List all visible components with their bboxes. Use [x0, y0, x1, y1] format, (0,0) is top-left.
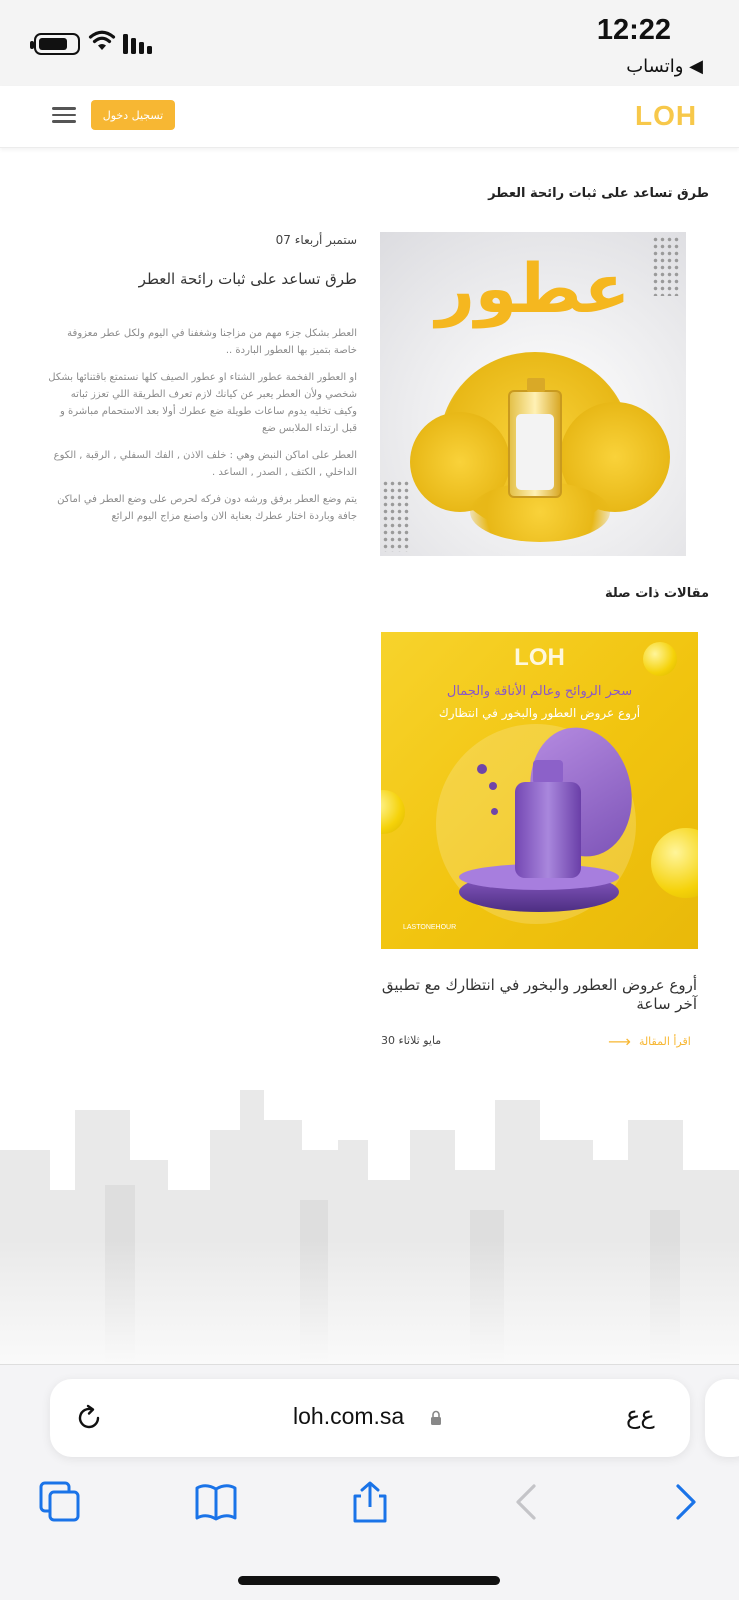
- back-chevron-icon[interactable]: [506, 1480, 550, 1524]
- tabs-icon[interactable]: [38, 1480, 82, 1524]
- article-title: طرق تساعد على ثبات رائحة العطر: [138, 270, 357, 288]
- yellow-ball: [643, 642, 677, 676]
- status-bar: [0, 0, 739, 86]
- yellow-ball: [651, 828, 698, 898]
- hamburger-menu-icon[interactable]: [52, 107, 76, 123]
- article-paragraph: او العطور الفخمة عطور الشتاء او عطور الصيف كلها نستمتع باقتنائها بشكل شخصي ولأن العطر يعبر عن كيانك لازم تعرف الطريقة اللي تعزز ثباته وكيف تخليه يدوم ساعات طويلة ضع عطرك أولا بعد الاستحمام مباشرة و قبل ارتداء الملابس ضع: [48, 372, 357, 434]
- skyline-fade: [0, 1240, 739, 1365]
- site-header: [0, 86, 739, 148]
- arrow-left-icon: ⟶: [608, 1032, 631, 1051]
- related-article-date: مايو ثلاثاء 30: [381, 1034, 442, 1047]
- address-bar[interactable]: [50, 1379, 690, 1457]
- related-article-image[interactable]: [381, 632, 698, 949]
- share-icon[interactable]: [348, 1480, 392, 1524]
- related-articles-heading: مقالات ذات صلة: [604, 586, 709, 601]
- login-button[interactable]: تسجيل دخول: [91, 100, 175, 130]
- forward-chevron-icon[interactable]: [664, 1480, 708, 1524]
- article-body: [47, 325, 357, 535]
- perfume-bottle: [508, 390, 562, 498]
- article-image: [380, 232, 686, 556]
- article-paragraph: العطر بشكل جزء مهم من مزاجنا وشغفنا في اليوم ولكل عطر معزوفة خاصة بتميز بها العطور الباردة ..: [67, 328, 357, 356]
- read-more-link[interactable]: [608, 1032, 691, 1051]
- related-image-logo: LOH: [514, 644, 565, 671]
- back-to-app-link[interactable]: ◀ واتساب: [626, 56, 703, 77]
- related-image-tagline: سحر الروائح وعالم الأناقة والجمال: [446, 684, 633, 699]
- dots-decoration: [652, 236, 680, 296]
- next-tab-preview[interactable]: [705, 1379, 739, 1457]
- article-image-word: عطور: [435, 250, 631, 329]
- lock-icon: [430, 1410, 442, 1426]
- purple-perfume-bottle: [515, 782, 581, 878]
- text-size-button[interactable]: ﻉﻉ: [626, 1401, 655, 1429]
- battery-icon: [34, 33, 80, 55]
- related-article-title[interactable]: أروع عروض العطور والبخور في انتظارك مع تطبيق آخر ساعة: [381, 976, 697, 1013]
- clock: 12:22: [596, 14, 671, 46]
- article-date: ستمبر أربعاء 07: [275, 233, 357, 247]
- yellow-ball: [381, 790, 405, 834]
- bookmarks-icon[interactable]: [194, 1480, 238, 1524]
- site-logo[interactable]: LOH: [635, 100, 698, 131]
- social-handle: LASTONEHOUR: [403, 924, 457, 931]
- article-paragraph: العطر على اماكن النبض وهي : خلف الاذن , الفك السفلي , الرقبة , الكوع الداخلي , الكتف , الصدر , الساعد .: [53, 450, 357, 478]
- wifi-icon: [88, 30, 116, 52]
- reload-icon[interactable]: [74, 1403, 104, 1433]
- read-more-label: اقرأ المقالة: [638, 1035, 691, 1048]
- cellular-signal-icon: [123, 34, 157, 54]
- purple-dot: [477, 764, 487, 774]
- related-image-subtitle: أروع عروض العطور والبخور في انتظارك: [438, 706, 641, 720]
- dots-decoration: [382, 480, 410, 552]
- purple-bottle-cap: [533, 760, 563, 784]
- purple-dot: [491, 808, 498, 815]
- home-indicator: [238, 1576, 500, 1585]
- url-text[interactable]: loh.com.sa: [293, 1403, 405, 1429]
- page-title: طرق تساعد على ثبات رائحة العطر: [488, 186, 709, 201]
- article-paragraph: يتم وضع العطر برفق ورشه دون فركه لحرص على وضع العطر في اماكن جافة وباردة اختار عطرك بعناية الان واصنع مزاج اليوم الرائع: [57, 494, 357, 522]
- purple-dot: [489, 782, 497, 790]
